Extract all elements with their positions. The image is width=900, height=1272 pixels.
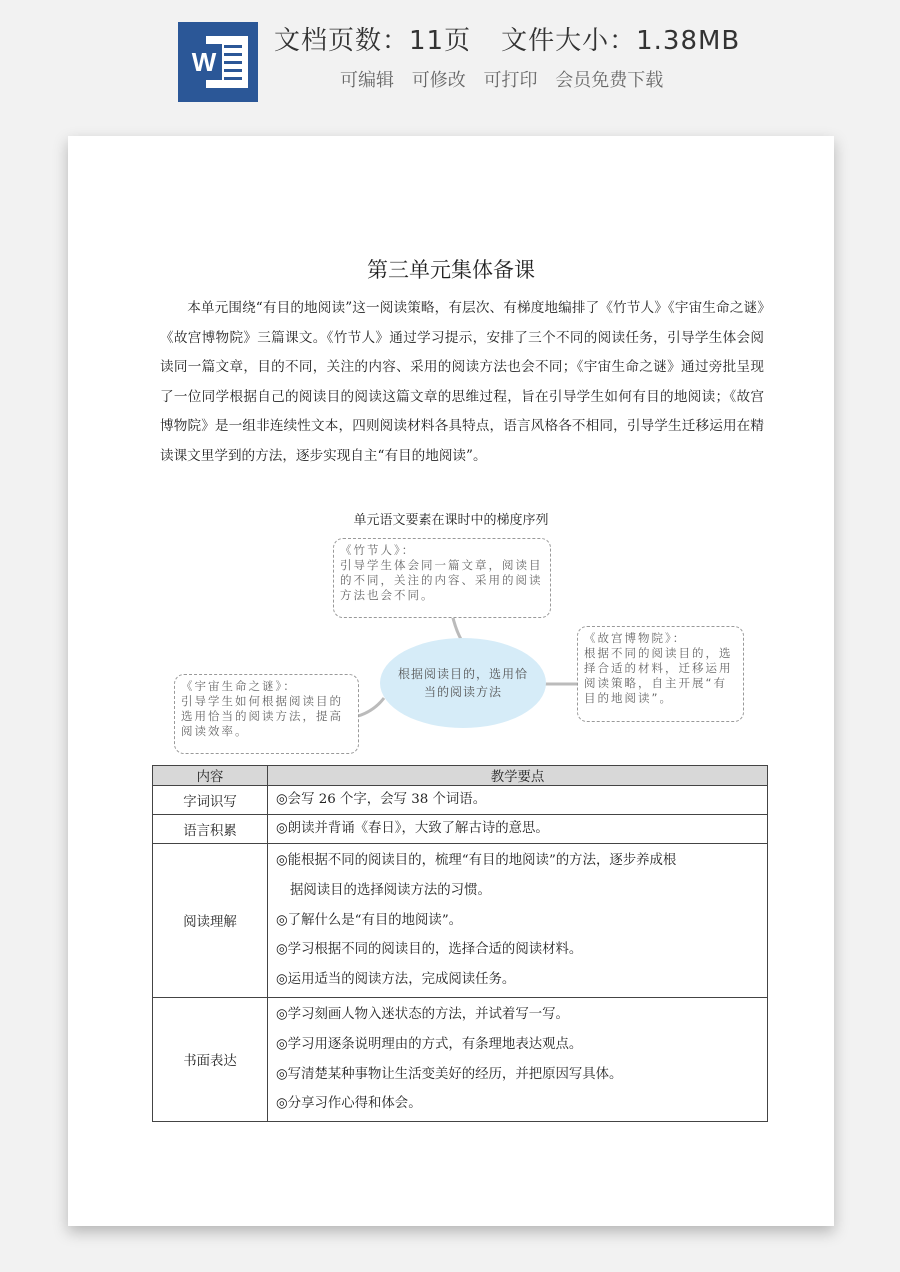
word-letter: W [186,44,222,80]
row-category: 字词识写 [153,786,268,815]
diagram-caption: 单元语文要素在课时中的梯度序列 [353,513,549,528]
file-info-title [274,20,874,57]
row-points [268,844,768,998]
bubble-text: 引导学生如何根据阅读目的选用恰当的阅读方法，提高阅读效率。 [181,694,343,738]
table-row [153,786,768,815]
point-item: ◎运用适当的阅读方法，完成阅读任务。 [276,972,516,988]
feature-printable: 可打印 [483,70,538,91]
document-page [68,136,834,1226]
feature-list [340,66,675,92]
bubble-title: 《故宫博物院》： [584,631,687,645]
bubble-title: 《竹节人》： [340,543,416,557]
page-count: 文档页数：11页 [274,26,472,56]
table-row [153,815,768,844]
row-category: 语言积累 [153,815,268,844]
row-category: 书面表达 [153,997,268,1121]
point-item: ◎写清楚某种事物让生活变美好的经历，并把原因写具体。 [276,1066,623,1082]
intro-paragraph: 本单元围绕“有目的地阅读”这一阅读策略，有层次、有梯度地编排了《竹节人》《宇宙生命之谜》《故宫博物院》三篇课文。《竹节人》通过学习提示，安排了三个不同的阅读任务，引导学生体会阅读同一篇文章，目的不同，关注的内容、采用的阅读方法也会不同；《宇宙生命之谜》通过旁批呈现了一位同学根据自己的阅读目的阅读这篇文章的思维过程，旨在引导学生如何有目的地阅读；《故宫博物院》是一组非连续性文本，四则阅读材料各具特点，语言风格各不相同，引导学生迁移运用在精读课文里学到的方法，逐步实现自主“有目的地阅读”。 [160,300,764,464]
header-teaching-points: 教学要点 [268,766,768,786]
table-header-row [153,766,768,786]
row-points [268,815,768,844]
bubble-gugong [577,626,744,722]
row-points [268,997,768,1121]
bubble-text: 引导学生体会同一篇文章，阅读目的不同，关注的内容、采用的阅读方法也会不同。 [340,558,543,602]
row-points [268,786,768,815]
feature-editable: 可编辑 [340,70,394,91]
point-item: ◎学习根据不同的阅读目的，选择合适的阅读材料。 [276,942,583,958]
feature-member-download: 会员免费下载 [555,70,664,91]
bubble-text: 根据不同的阅读目的，选择合适的材料，迁移运用阅读策略，自主开展“有目的地阅读”。 [584,646,733,705]
diagram-center-ellipse [380,638,546,728]
point-item: ◎会写 26 个字，会写 38 个词语。 [276,792,487,807]
bubble-yuzhou [174,674,359,754]
point-item-continued: 据阅读目的选择阅读方法的习惯。 [290,882,491,898]
bubble-zhujieren [333,538,551,618]
point-item: ◎朗读并背诵《春日》，大致了解古诗的意思。 [276,821,549,836]
file-size: 文件大小：1.38MB [501,26,741,56]
point-item: ◎学习刻画人物入迷状态的方法，并试着写一写。 [276,1006,569,1022]
word-document-icon [178,22,258,102]
center-text: 根据阅读目的，选用恰当的阅读方法 [398,667,529,699]
page-title: 第三单元集体备课 [367,258,535,282]
row-category: 阅读理解 [153,844,268,998]
point-item: ◎能根据不同的阅读目的，梳理“有目的地阅读”的方法，逐步养成根 [276,853,677,868]
table-row [153,844,768,998]
header-content: 内容 [153,766,268,786]
table-row [153,997,768,1121]
point-item: ◎学习用逐条说明理由的方式，有条理地表达观点。 [276,1036,583,1052]
feature-modifiable: 可修改 [411,70,466,91]
bubble-title: 《宇宙生命之谜》： [181,679,297,693]
teaching-points-table [152,765,768,1122]
point-item: ◎了解什么是“有目的地阅读”。 [276,912,463,928]
point-item: ◎分享习作心得和体会。 [276,1096,422,1112]
download-banner [0,0,900,120]
